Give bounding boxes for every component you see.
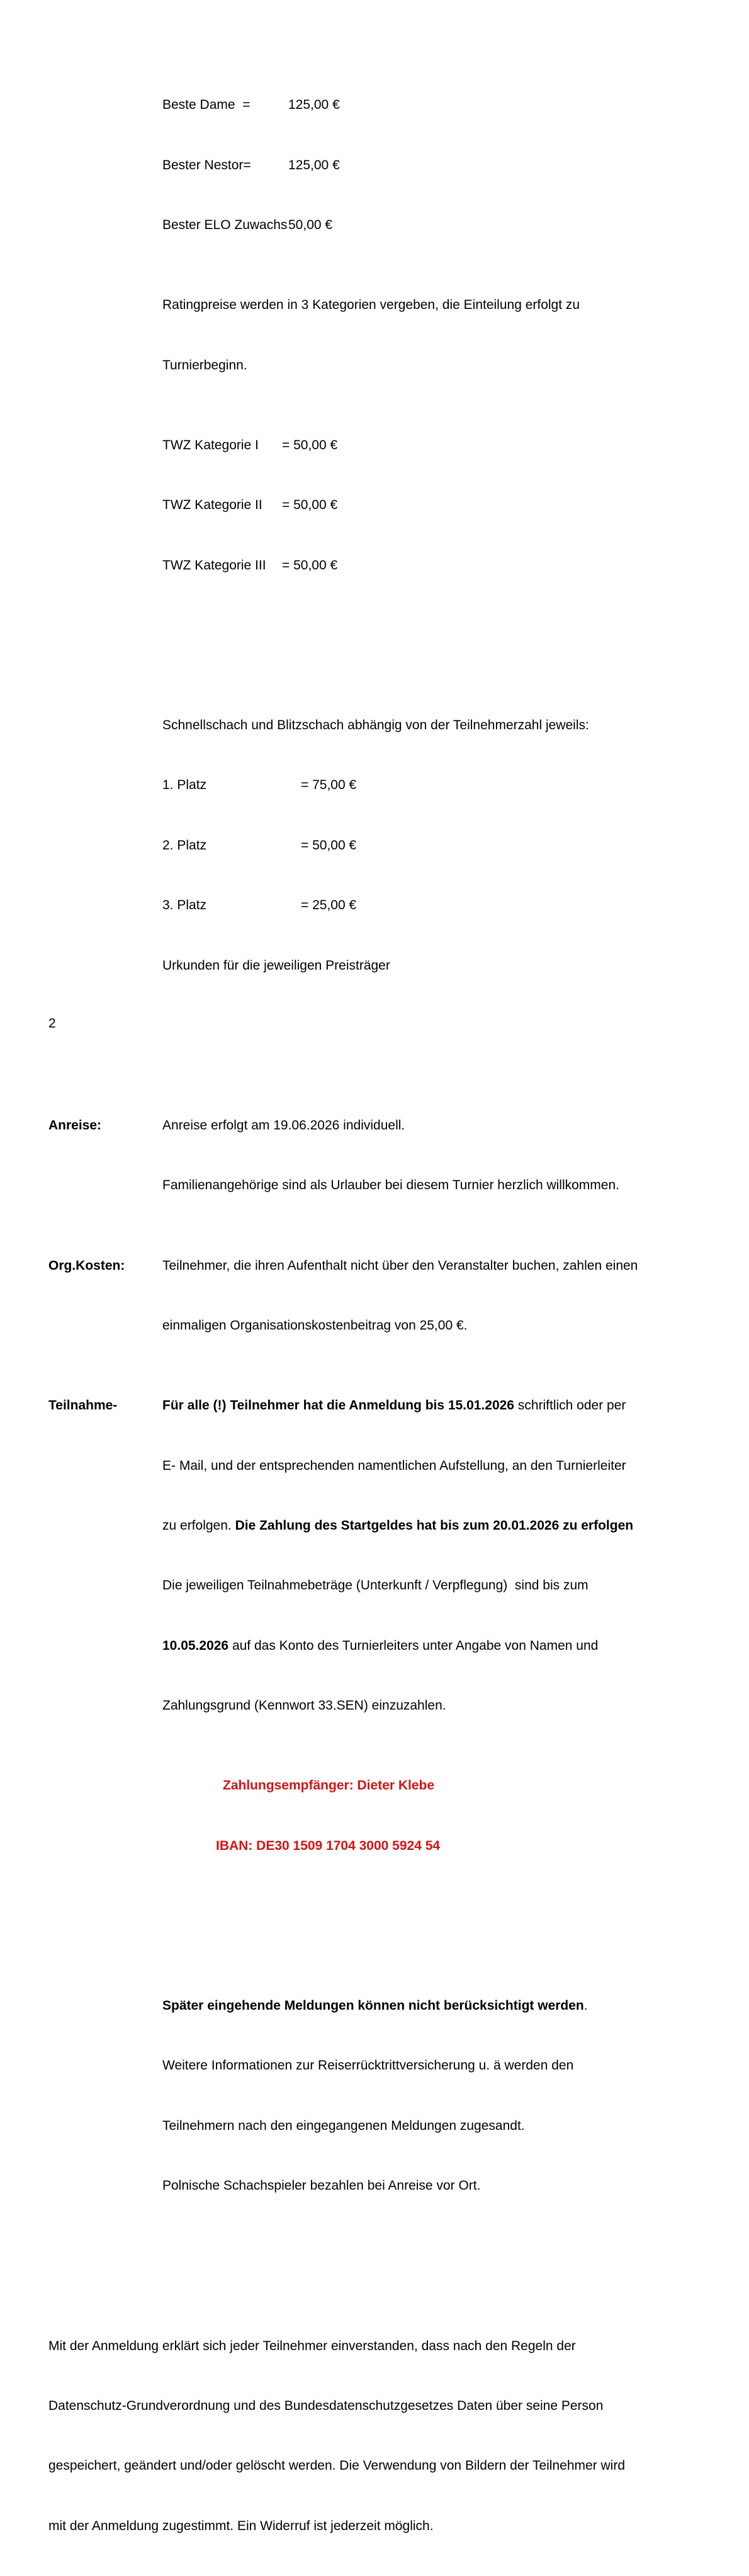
place-label: 1. Platz <box>162 778 207 793</box>
teilnahme-text: auf das Konto des Turnierleiters unter Angabe von Namen und <box>228 1638 599 1653</box>
place-row <box>0 775 749 795</box>
spacer <box>0 636 749 656</box>
org-kosten-row <box>0 1256 749 1276</box>
teilnahme-row <box>0 1516 749 1536</box>
rating-note-line: Turnierbeginn. <box>162 357 247 372</box>
prize-value: 125,00 € <box>288 157 340 172</box>
teilnahme-text: Die jeweiligen Teilnahmebeträge (Unterkunft / Verpflegung) sind bis zum <box>162 1578 588 1593</box>
privacy-paragraph-line: gespeichert, geändert und/oder gelöscht werden. Die Verwendung von Bildern der Teilnehmer wird <box>48 2458 626 2473</box>
twz-row <box>0 556 749 576</box>
rating-note-line: Ratingpreise werden in 3 Kategorien vergeben, die Einteilung erfolgt zu <box>162 298 580 313</box>
anreise-text-line: Familienangehörige sind als Urlauber bei diesem Turnier herzlich willkommen. <box>162 1178 619 1193</box>
certificates-note: Urkunden für die jeweiligen Preisträger <box>162 958 390 973</box>
teilnahme-row <box>0 1396 749 1416</box>
section-label-anreise: Anreise: <box>48 1118 102 1133</box>
twz-row <box>0 495 749 515</box>
twz-value: = 50,00 € <box>282 437 338 452</box>
twz-label: TWZ Kategorie II <box>162 498 262 513</box>
place-value: = 25,00 € <box>301 898 357 913</box>
prize-value: 50,00 € <box>288 218 333 233</box>
twz-value: = 50,00 € <box>282 557 338 573</box>
privacy-paragraph-line: mit der Anmeldung zugestimmt. Ein Widerruf ist jederzeit möglich. <box>48 2518 434 2533</box>
twz-row <box>0 435 749 456</box>
privacy-paragraph-line: Datenschutz-Grundverordnung und des Bundesdatenschutzgesetzes Daten über seine Person <box>48 2399 604 2414</box>
anreise-row <box>0 1175 749 1196</box>
info-line: Weitere Informationen zur Reiserrücktrittversicherung u. ä werden den <box>162 2058 574 2073</box>
late-registration-period: . <box>583 1998 588 2013</box>
prize-label: Beste Dame = <box>162 98 251 113</box>
iban-text: IBAN: DE30 1509 1704 3000 5924 54 <box>216 1838 441 1853</box>
spacer <box>0 2256 749 2276</box>
teilnahme-text: Zahlungsgrund (Kennwort 33.SEN) einzuzahlen. <box>162 1698 446 1713</box>
rapid-blitz-intro: Schnellschach und Blitzschach abhängig von der Teilnehmerzahl jeweils: <box>162 718 589 733</box>
org-kosten-text-line: Teilnehmer, die ihren Aufenthalt nicht über den Veranstalter buchen, zahlen einen <box>162 1258 638 1273</box>
late-registration-note <box>0 1996 749 2016</box>
teilnahme-text: E- Mail, und der entsprechenden namentlichen Aufstellung, an den Turnierleiter <box>162 1458 626 1473</box>
place-label: 3. Platz <box>162 898 207 913</box>
teilnahme-deadline-bold: Für alle (!) Teilnehmer hat die Anmeldung bis 15.01.2026 <box>162 1398 514 1413</box>
payee-line <box>0 1776 749 1796</box>
transfer-date-bold: 10.05.2026 <box>162 1638 229 1653</box>
section-label-org-kosten: Org.Kosten: <box>48 1258 125 1273</box>
prize-row <box>0 215 749 235</box>
prize-row <box>0 155 749 176</box>
twz-label: TWZ Kategorie I <box>162 437 259 452</box>
payment-deadline-bold: Die Zahlung des Startgeldes hat bis zum 20.01.2026 zu erfolgen <box>235 1518 634 1533</box>
place-row <box>0 895 749 916</box>
info-line: Teilnehmern nach den eingegangenen Meldungen zugesandt. <box>162 2118 525 2133</box>
info-line: Polnische Schachspieler bezahlen bei Anreise vor Ort. <box>162 2178 481 2193</box>
spacer <box>0 1916 749 1936</box>
place-value: = 50,00 € <box>301 837 357 853</box>
twz-label: TWZ Kategorie III <box>162 557 266 573</box>
anreise-text-line: Anreise erfolgt am 19.06.2026 individuell. <box>162 1118 405 1133</box>
teilnahme-row <box>0 1696 749 1716</box>
teilnahme-row <box>0 1576 749 1596</box>
anreise-row <box>0 1116 749 1136</box>
teilnahme-row <box>0 1456 749 1476</box>
prize-value: 125,00 € <box>288 98 340 113</box>
late-registration-bold: Später eingehende Meldungen können nicht berücksichtigt werden <box>162 1998 584 2013</box>
place-row <box>0 836 749 856</box>
section-label-teilnahme: Teilnahme- <box>48 1398 118 1413</box>
place-value: = 75,00 € <box>301 778 357 793</box>
spacer <box>0 1036 749 1056</box>
teilnahme-text: schriftlich oder per <box>514 1398 626 1413</box>
payee-text: Zahlungsempfänger: Dieter Klebe <box>223 1778 435 1793</box>
org-kosten-row <box>0 1316 749 1336</box>
place-label: 2. Platz <box>162 837 207 853</box>
org-kosten-text-line: einmaligen Organisationskostenbeitrag von 25,00 €. <box>162 1318 468 1333</box>
teilnahme-row <box>0 1636 749 1656</box>
privacy-paragraph-line: Mit der Anmeldung erklärt sich jeder Teilnehmer einverstanden, dass nach den Regeln der <box>48 2338 576 2353</box>
prize-label: Bester ELO Zuwachs <box>162 218 288 233</box>
twz-value: = 50,00 € <box>282 498 338 513</box>
teilnahme-text: zu erfolgen. <box>162 1518 235 1533</box>
page-number: 2 <box>48 1016 56 1031</box>
iban-line <box>0 1836 749 1856</box>
prize-label: Bester Nestor= <box>162 157 251 172</box>
prize-row <box>0 95 749 115</box>
